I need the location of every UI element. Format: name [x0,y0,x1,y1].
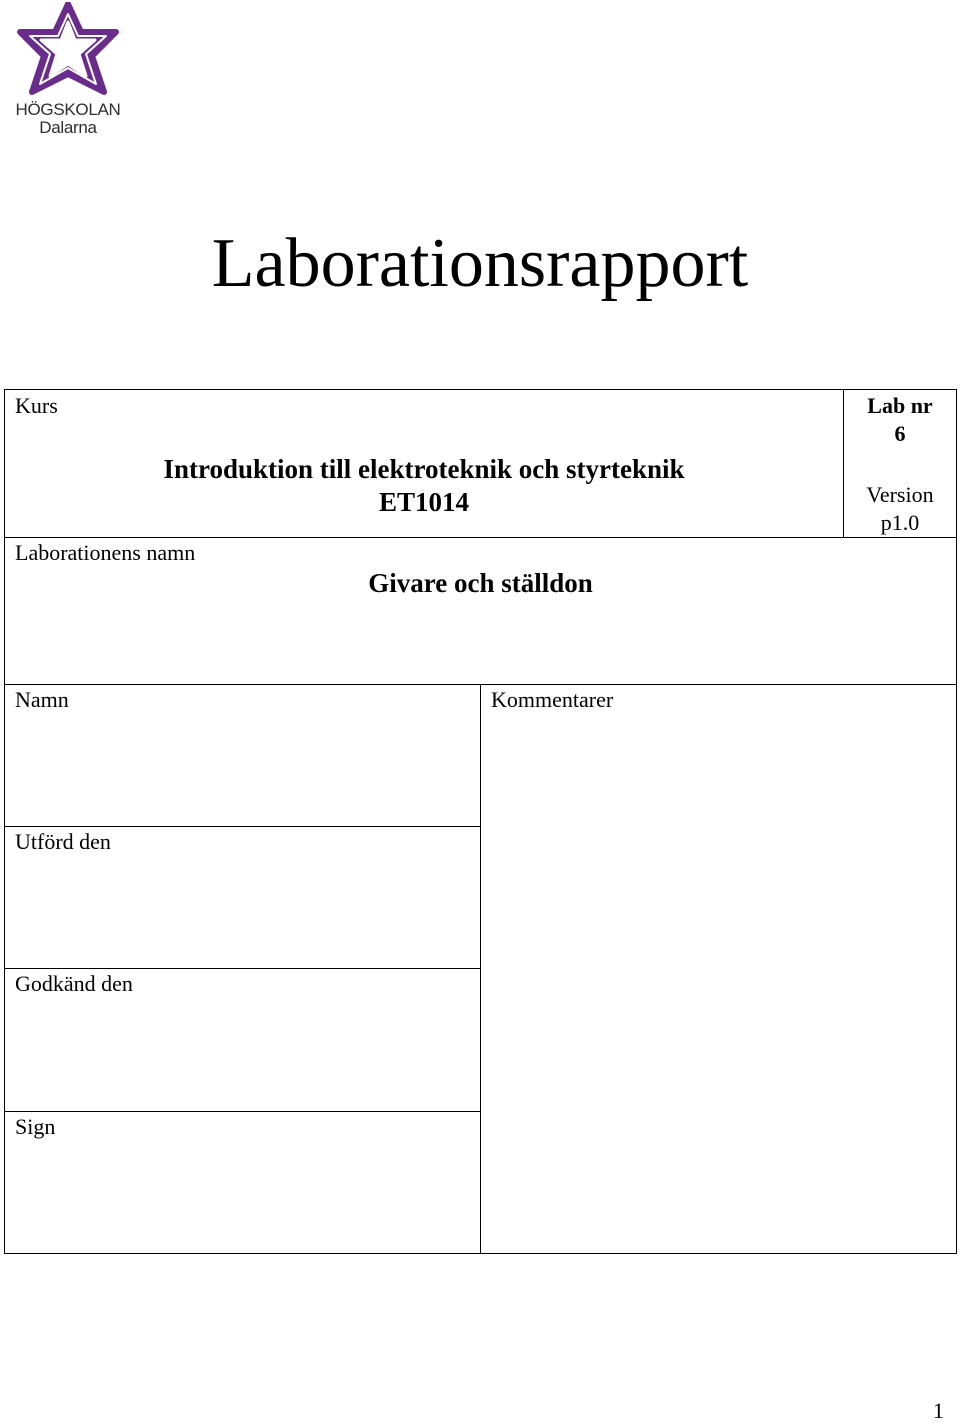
form-divider-3 [4,1111,481,1112]
lab-name: Givare och ställdon [368,568,593,598]
course-code: ET1014 [378,487,470,517]
star-icon [12,2,124,98]
university-logo [12,2,124,138]
approved-date-label: Godkänd den [15,971,133,996]
course-name: Introduktion till elektroteknik och styrteknik [163,454,685,484]
page-number: 1 [933,1398,944,1423]
header-divider-horizontal [4,537,957,538]
logo-text-line1: HÖGSKOLAN [15,100,121,119]
document-title: Laborationsrapport [211,225,749,302]
lab-nr-label: Lab nr [867,393,933,418]
form-divider-1 [4,826,481,827]
sign-label: Sign [15,1114,56,1139]
name-field-label: Namn [15,687,69,712]
lab-name-label: Laborationens namn [15,540,196,565]
comments-field-label: Kommentarer [491,687,614,712]
version-label: Version [866,482,934,507]
form-divider-2 [4,968,481,969]
form-divider-vertical [480,684,481,1254]
course-label: Kurs [15,393,58,418]
version-value: p1.0 [880,510,920,535]
performed-date-label: Utförd den [15,829,111,854]
logo-text-line2: Dalarna [39,118,97,137]
lab-nr-value: 6 [894,421,906,446]
